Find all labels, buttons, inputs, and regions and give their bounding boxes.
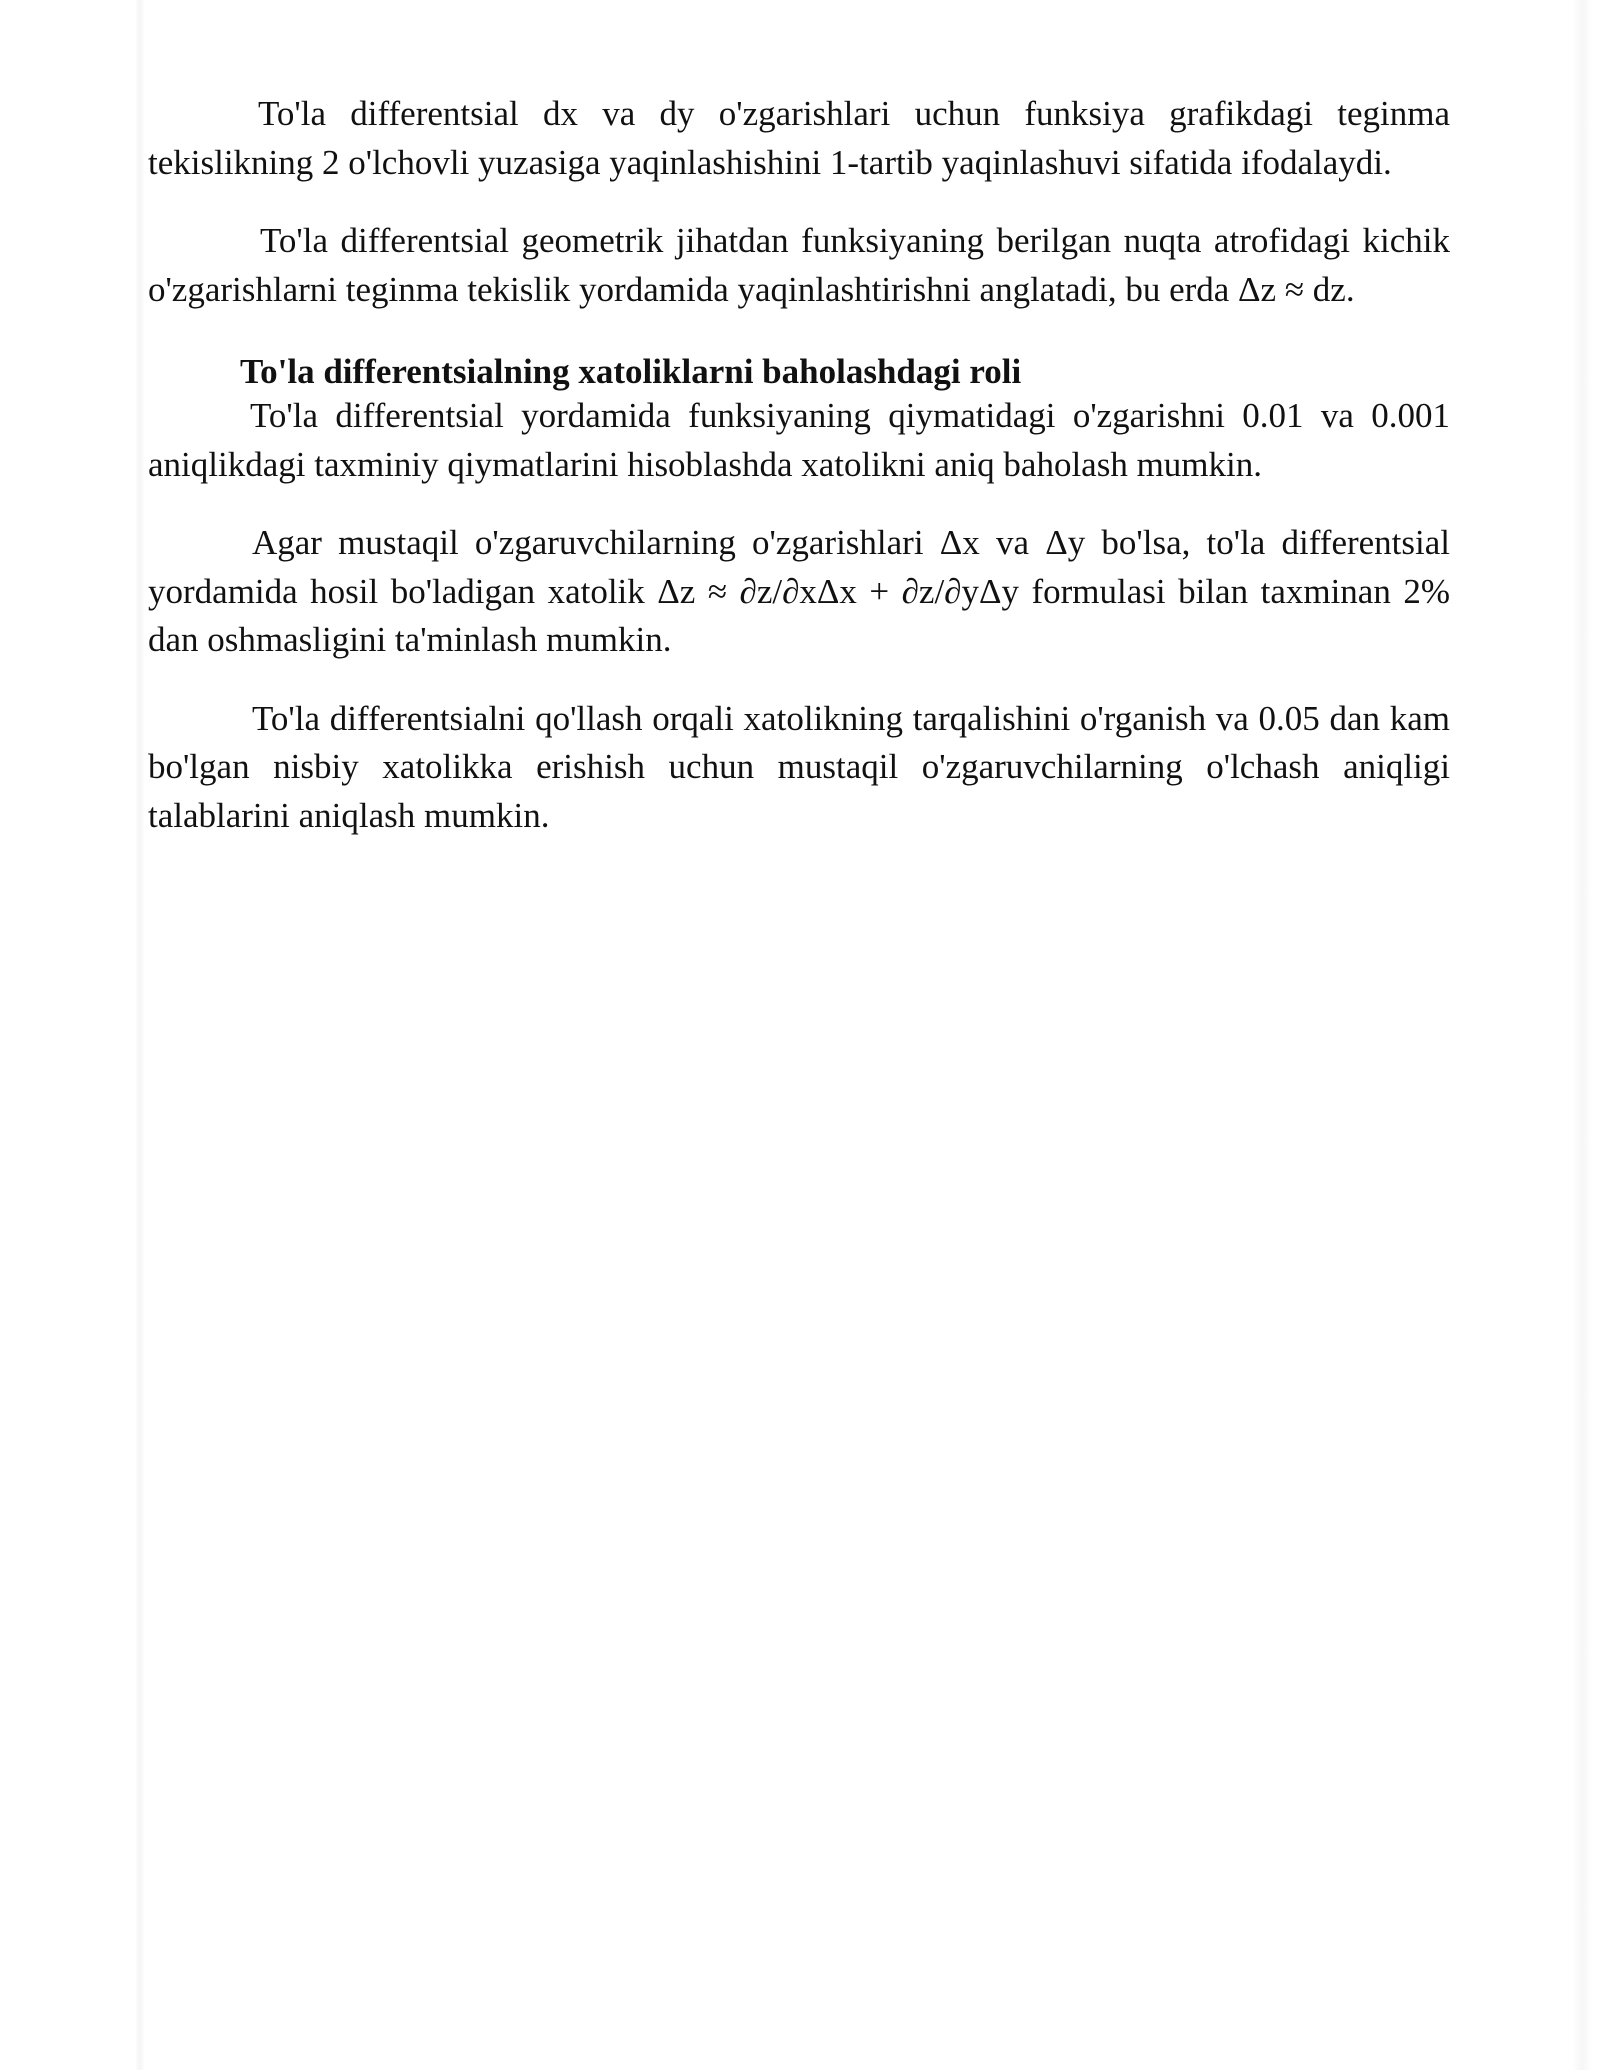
document-body — [148, 90, 1450, 840]
page-edge-shadow-right — [1572, 0, 1592, 2070]
section-paragraph-1: To'la differentsial yordamida funksiyaning qiymatidagi o'zgarishni 0.01 va 0.001 aniqlikdagi taxminiy qiymatlarini hisoblashda xatolikni aniq baholash mumkin. — [148, 396, 1450, 484]
section-paragraph-2: Agar mustaqil o'zgaruvchilarning o'zgarishlari Δx va Δy bo'lsa, to'la differentsial yordamida hosil bo'ladigan xatolik Δz ≈ ∂z/∂xΔx + ∂z/∂yΔy formulasi bilan taxminan 2% dan oshmasligini ta'minlash mumkin. — [148, 523, 1450, 659]
paragraph-2: To'la differentsial geometrik jihatdan funksiyaning berilgan nuqta atrofidagi kichik o'zgarishlarni teginma tekislik yordamida yaqinlashtirishni anglatadi, bu erda Δz ≈ dz. — [148, 221, 1450, 309]
section-paragraph-3: To'la differentsialni qo'llash orqali xatolikning tarqalishini o'rganish va 0.05 dan kam bo'lgan nisbiy xatolikka erishish uchun mustaqil o'zgaruvchilarning o'lchash aniqligi talablarini aniqlash mumkin. — [148, 698, 1450, 835]
page-edge-shadow-left — [136, 0, 144, 2070]
section-heading: To'la differentsialning xatoliklarni baholashdagi roli — [240, 352, 1022, 391]
paragraph-1: To'la differentsial dx va dy o'zgarishlari uchun funksiya grafikdagi teginma tekislikning 2 o'lchovli yuzasiga yaqinlashishini 1-tartib yaqinlashuvi sifatida ifodalaydi. — [148, 94, 1450, 182]
